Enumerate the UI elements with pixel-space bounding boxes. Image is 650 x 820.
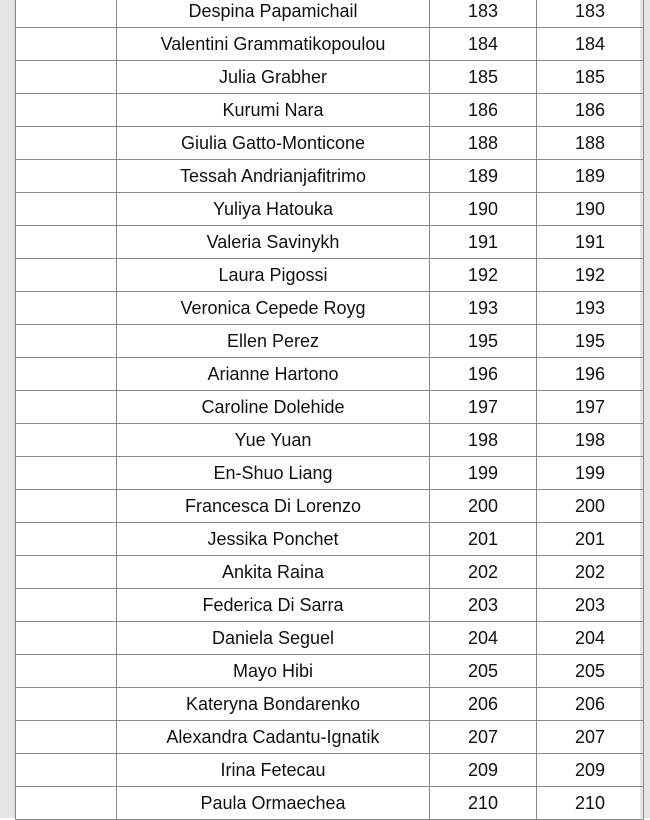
rank-cell-second: 201: [537, 523, 644, 556]
rank-cell-second: 196: [537, 358, 644, 391]
rank-cell-second: 191: [537, 226, 644, 259]
table-row: [16, 226, 644, 259]
rank-cell-first: 190: [430, 193, 537, 226]
rank-cell-first: 204: [430, 622, 537, 655]
table-row: [16, 0, 644, 28]
blank-cell: [16, 622, 117, 655]
rank-cell-second: 197: [537, 391, 644, 424]
table-row: [16, 127, 644, 160]
player-name-cell: Paula Ormaechea: [117, 787, 430, 820]
rank-cell-second: 198: [537, 424, 644, 457]
table-row: [16, 259, 644, 292]
player-name-cell: Laura Pigossi: [117, 259, 430, 292]
rank-cell-second: 200: [537, 490, 644, 523]
blank-cell: [16, 28, 117, 61]
blank-cell: [16, 754, 117, 787]
player-name-cell: Veronica Cepede Royg: [117, 292, 430, 325]
player-name-cell: Kateryna Bondarenko: [117, 688, 430, 721]
table-row: [16, 622, 644, 655]
player-name-cell: Tessah Andrianjafitrimo: [117, 160, 430, 193]
player-name-cell: Valeria Savinykh: [117, 226, 430, 259]
table-body: [16, 0, 644, 820]
table-row: [16, 391, 644, 424]
rank-cell-first: 210: [430, 787, 537, 820]
table-row: [16, 721, 644, 754]
blank-cell: [16, 688, 117, 721]
rank-cell-second: 186: [537, 94, 644, 127]
rank-cell-first: 200: [430, 490, 537, 523]
blank-cell: [16, 94, 117, 127]
rank-cell-first: 186: [430, 94, 537, 127]
blank-cell: [16, 787, 117, 820]
rank-cell-second: 188: [537, 127, 644, 160]
rank-cell-first: 195: [430, 325, 537, 358]
rank-cell-second: 184: [537, 28, 644, 61]
player-name-cell: Kurumi Nara: [117, 94, 430, 127]
rank-cell-second: 206: [537, 688, 644, 721]
blank-cell: [16, 127, 117, 160]
blank-cell: [16, 325, 117, 358]
player-name-cell: Daniela Seguel: [117, 622, 430, 655]
blank-cell: [16, 589, 117, 622]
blank-cell: [16, 61, 117, 94]
player-name-cell: Irina Fetecau: [117, 754, 430, 787]
player-name-cell: Caroline Dolehide: [117, 391, 430, 424]
blank-cell: [16, 0, 117, 28]
rank-cell-first: 199: [430, 457, 537, 490]
table-row: [16, 523, 644, 556]
table-row: [16, 292, 644, 325]
blank-cell: [16, 259, 117, 292]
blank-cell: [16, 226, 117, 259]
document-page: [15, 0, 640, 818]
rank-cell-second: 204: [537, 622, 644, 655]
table-row: [16, 94, 644, 127]
table-row: [16, 589, 644, 622]
blank-cell: [16, 556, 117, 589]
table-row: [16, 160, 644, 193]
rank-cell-second: 205: [537, 655, 644, 688]
table-row: [16, 655, 644, 688]
table-row: [16, 787, 644, 820]
rank-cell-second: 203: [537, 589, 644, 622]
blank-cell: [16, 193, 117, 226]
rank-cell-first: 203: [430, 589, 537, 622]
player-name-cell: Arianne Hartono: [117, 358, 430, 391]
table-row: [16, 28, 644, 61]
rank-cell-second: 192: [537, 259, 644, 292]
player-name-cell: Alexandra Cadantu-Ignatik: [117, 721, 430, 754]
blank-cell: [16, 424, 117, 457]
table-row: [16, 358, 644, 391]
rank-cell-first: 197: [430, 391, 537, 424]
rank-cell-second: 195: [537, 325, 644, 358]
rank-cell-second: 190: [537, 193, 644, 226]
entry-list-table: [15, 0, 644, 820]
rank-cell-first: 209: [430, 754, 537, 787]
rank-cell-second: 199: [537, 457, 644, 490]
rank-cell-second: 210: [537, 787, 644, 820]
player-name-cell: Francesca Di Lorenzo: [117, 490, 430, 523]
rank-cell-first: 184: [430, 28, 537, 61]
rank-cell-second: 209: [537, 754, 644, 787]
rank-cell-first: 207: [430, 721, 537, 754]
rank-cell-first: 191: [430, 226, 537, 259]
rank-cell-second: 183: [537, 0, 644, 28]
rank-cell-second: 193: [537, 292, 644, 325]
left-page-margin: [0, 0, 15, 818]
blank-cell: [16, 358, 117, 391]
table-row: [16, 193, 644, 226]
rank-cell-first: 205: [430, 655, 537, 688]
rank-cell-first: 185: [430, 61, 537, 94]
blank-cell: [16, 391, 117, 424]
rank-cell-first: 193: [430, 292, 537, 325]
player-name-cell: Ellen Perez: [117, 325, 430, 358]
rank-cell-second: 207: [537, 721, 644, 754]
table-row: [16, 61, 644, 94]
rank-cell-first: 192: [430, 259, 537, 292]
blank-cell: [16, 160, 117, 193]
table-row: [16, 457, 644, 490]
blank-cell: [16, 292, 117, 325]
rank-cell-second: 189: [537, 160, 644, 193]
blank-cell: [16, 490, 117, 523]
player-name-cell: En-Shuo Liang: [117, 457, 430, 490]
table-row: [16, 424, 644, 457]
rank-cell-second: 202: [537, 556, 644, 589]
player-name-cell: Federica Di Sarra: [117, 589, 430, 622]
player-name-cell: Valentini Grammatikopoulou: [117, 28, 430, 61]
rank-cell-first: 202: [430, 556, 537, 589]
rank-cell-first: 183: [430, 0, 537, 28]
player-name-cell: Yue Yuan: [117, 424, 430, 457]
blank-cell: [16, 457, 117, 490]
table-row: [16, 490, 644, 523]
player-name-cell: Yuliya Hatouka: [117, 193, 430, 226]
player-name-cell: Mayo Hibi: [117, 655, 430, 688]
blank-cell: [16, 655, 117, 688]
rank-cell-first: 198: [430, 424, 537, 457]
player-name-cell: Giulia Gatto-Monticone: [117, 127, 430, 160]
player-name-cell: Ankita Raina: [117, 556, 430, 589]
player-name-cell: Julia Grabher: [117, 61, 430, 94]
table-row: [16, 688, 644, 721]
rank-cell-first: 206: [430, 688, 537, 721]
rank-cell-second: 185: [537, 61, 644, 94]
rank-cell-first: 201: [430, 523, 537, 556]
table-row: [16, 754, 644, 787]
player-name-cell: Jessika Ponchet: [117, 523, 430, 556]
rank-cell-first: 196: [430, 358, 537, 391]
table-row: [16, 556, 644, 589]
blank-cell: [16, 721, 117, 754]
table-row: [16, 325, 644, 358]
blank-cell: [16, 523, 117, 556]
rank-cell-first: 188: [430, 127, 537, 160]
player-name-cell: Despina Papamichail: [117, 0, 430, 28]
rank-cell-first: 189: [430, 160, 537, 193]
